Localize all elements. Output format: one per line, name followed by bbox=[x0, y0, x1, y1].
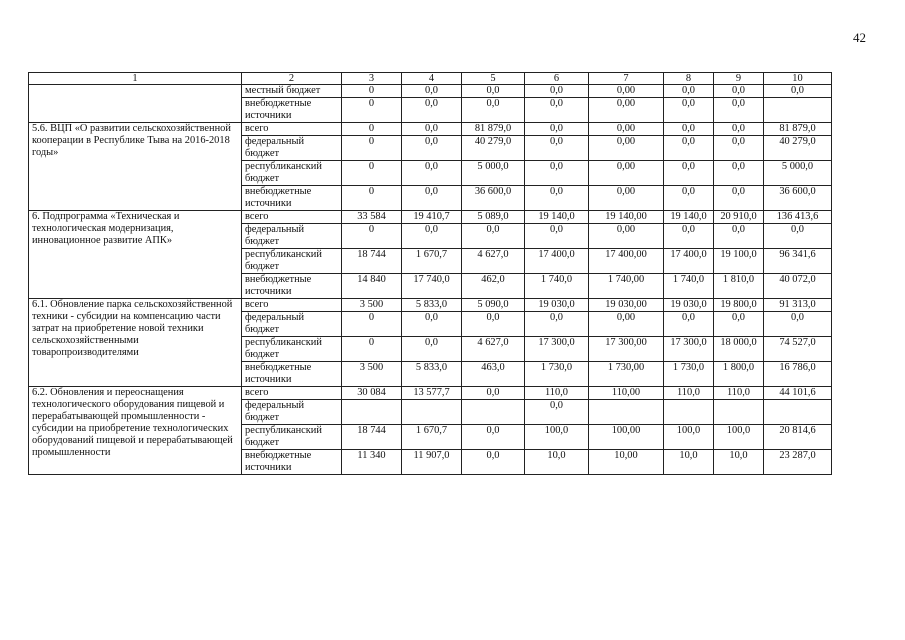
value-cell: 0,0 bbox=[402, 312, 462, 337]
value-cell: 0,0 bbox=[714, 85, 764, 98]
value-cell: 11 907,0 bbox=[402, 450, 462, 475]
value-cell: 19 030,0 bbox=[525, 299, 589, 312]
value-cell: 0,0 bbox=[714, 224, 764, 249]
value-cell: 0,0 bbox=[402, 337, 462, 362]
value-cell: 0,0 bbox=[525, 123, 589, 136]
value-cell bbox=[714, 400, 764, 425]
value-cell: 1 730,00 bbox=[589, 362, 664, 387]
value-cell: 1 670,7 bbox=[402, 249, 462, 274]
value-cell: 16 786,0 bbox=[764, 362, 832, 387]
value-cell: 110,0 bbox=[525, 387, 589, 400]
value-cell: 1 740,00 bbox=[589, 274, 664, 299]
value-cell: 0,0 bbox=[525, 186, 589, 211]
value-cell: 0,0 bbox=[714, 98, 764, 123]
value-cell: 0,00 bbox=[589, 312, 664, 337]
table-row bbox=[29, 211, 832, 224]
value-cell: 0,0 bbox=[714, 136, 764, 161]
value-cell: 10,0 bbox=[664, 450, 714, 475]
funding-source-cell: внебюджетные источники bbox=[242, 274, 342, 299]
value-cell: 14 840 bbox=[342, 274, 402, 299]
funding-source-cell: федеральный бюджет bbox=[242, 136, 342, 161]
column-header: 10 bbox=[764, 73, 832, 85]
program-name-cell: 5.6. ВЦП «О развитии сельскохозяйственной кооперации в Республике Тыва на 2016-2018 годы» bbox=[29, 123, 242, 211]
funding-source-cell: местный бюджет bbox=[242, 85, 342, 98]
value-cell bbox=[402, 400, 462, 425]
value-cell: 0,00 bbox=[589, 136, 664, 161]
value-cell: 0,00 bbox=[589, 186, 664, 211]
value-cell: 100,0 bbox=[525, 425, 589, 450]
funding-source-cell: внебюджетные источники bbox=[242, 362, 342, 387]
funding-source-cell: федеральный бюджет bbox=[242, 224, 342, 249]
value-cell: 20 910,0 bbox=[714, 211, 764, 224]
value-cell: 13 577,7 bbox=[402, 387, 462, 400]
program-name-cell: 6.1. Обновление парка сельскохозяйственной техники - субсидии на компенсацию части затрат на приобретение новой техники сельскохозяйственными товаропроизводителями bbox=[29, 299, 242, 387]
value-cell: 40 072,0 bbox=[764, 274, 832, 299]
value-cell: 17 400,0 bbox=[525, 249, 589, 274]
value-cell: 1 730,0 bbox=[525, 362, 589, 387]
value-cell: 36 600,0 bbox=[462, 186, 525, 211]
value-cell bbox=[664, 400, 714, 425]
header-row bbox=[29, 73, 832, 85]
value-cell: 1 730,0 bbox=[664, 362, 714, 387]
program-name-cell bbox=[29, 85, 242, 123]
program-name-cell: 6. Подпрограмма «Техническая и технологическая модернизация, инновационное развитие АПК» bbox=[29, 211, 242, 299]
value-cell: 18 744 bbox=[342, 425, 402, 450]
value-cell: 36 600,0 bbox=[764, 186, 832, 211]
value-cell: 40 279,0 bbox=[764, 136, 832, 161]
value-cell: 19 800,0 bbox=[714, 299, 764, 312]
value-cell: 18 744 bbox=[342, 249, 402, 274]
value-cell bbox=[764, 98, 832, 123]
value-cell: 1 800,0 bbox=[714, 362, 764, 387]
value-cell: 19 140,0 bbox=[525, 211, 589, 224]
value-cell: 0,0 bbox=[525, 98, 589, 123]
value-cell: 4 627,0 bbox=[462, 337, 525, 362]
value-cell: 3 500 bbox=[342, 362, 402, 387]
value-cell: 23 287,0 bbox=[764, 450, 832, 475]
value-cell: 91 313,0 bbox=[764, 299, 832, 312]
column-header: 6 bbox=[525, 73, 589, 85]
value-cell: 100,0 bbox=[664, 425, 714, 450]
table-row bbox=[29, 299, 832, 312]
value-cell: 0 bbox=[342, 136, 402, 161]
value-cell: 5 000,0 bbox=[462, 161, 525, 186]
value-cell bbox=[342, 400, 402, 425]
value-cell: 19 410,7 bbox=[402, 211, 462, 224]
column-header: 5 bbox=[462, 73, 525, 85]
value-cell: 10,0 bbox=[525, 450, 589, 475]
table-body bbox=[29, 85, 832, 475]
value-cell: 30 084 bbox=[342, 387, 402, 400]
table-row bbox=[29, 85, 832, 98]
value-cell: 110,0 bbox=[664, 387, 714, 400]
value-cell: 0,00 bbox=[589, 224, 664, 249]
value-cell: 81 879,0 bbox=[462, 123, 525, 136]
value-cell: 18 000,0 bbox=[714, 337, 764, 362]
value-cell: 0 bbox=[342, 98, 402, 123]
value-cell: 0,0 bbox=[664, 85, 714, 98]
value-cell: 0,0 bbox=[664, 161, 714, 186]
value-cell: 0,00 bbox=[589, 85, 664, 98]
value-cell: 0,0 bbox=[402, 186, 462, 211]
value-cell: 0,00 bbox=[589, 98, 664, 123]
column-header: 9 bbox=[714, 73, 764, 85]
value-cell: 0,0 bbox=[525, 400, 589, 425]
value-cell: 81 879,0 bbox=[764, 123, 832, 136]
value-cell: 17 740,0 bbox=[402, 274, 462, 299]
value-cell: 74 527,0 bbox=[764, 337, 832, 362]
column-header: 7 bbox=[589, 73, 664, 85]
funding-source-cell: всего bbox=[242, 123, 342, 136]
value-cell: 5 000,0 bbox=[764, 161, 832, 186]
value-cell: 17 300,0 bbox=[664, 337, 714, 362]
value-cell: 0,0 bbox=[764, 85, 832, 98]
funding-source-cell: всего bbox=[242, 387, 342, 400]
value-cell: 0 bbox=[342, 186, 402, 211]
value-cell: 0,0 bbox=[462, 85, 525, 98]
page-number: 42 bbox=[853, 30, 866, 45]
value-cell: 0,0 bbox=[525, 224, 589, 249]
value-cell: 0,00 bbox=[589, 123, 664, 136]
value-cell: 136 413,6 bbox=[764, 211, 832, 224]
value-cell: 0,0 bbox=[664, 186, 714, 211]
value-cell: 0,0 bbox=[664, 136, 714, 161]
value-cell: 0,0 bbox=[402, 224, 462, 249]
value-cell: 0,0 bbox=[402, 98, 462, 123]
value-cell: 0,0 bbox=[525, 312, 589, 337]
value-cell: 0,0 bbox=[714, 161, 764, 186]
value-cell: 19 140,0 bbox=[664, 211, 714, 224]
value-cell: 0,0 bbox=[462, 425, 525, 450]
value-cell: 1 670,7 bbox=[402, 425, 462, 450]
value-cell: 0,0 bbox=[664, 98, 714, 123]
value-cell: 463,0 bbox=[462, 362, 525, 387]
value-cell: 5 833,0 bbox=[402, 299, 462, 312]
value-cell: 19 030,00 bbox=[589, 299, 664, 312]
value-cell: 0,00 bbox=[589, 161, 664, 186]
value-cell: 0,0 bbox=[402, 85, 462, 98]
budget-table bbox=[28, 72, 832, 475]
value-cell: 0,0 bbox=[525, 85, 589, 98]
funding-source-cell: республиканский бюджет bbox=[242, 425, 342, 450]
value-cell: 19 030,0 bbox=[664, 299, 714, 312]
value-cell: 0,0 bbox=[525, 161, 589, 186]
funding-source-cell: федеральный бюджет bbox=[242, 312, 342, 337]
value-cell: 110,0 bbox=[714, 387, 764, 400]
value-cell: 40 279,0 bbox=[462, 136, 525, 161]
value-cell: 0,0 bbox=[714, 186, 764, 211]
value-cell: 20 814,6 bbox=[764, 425, 832, 450]
value-cell: 0 bbox=[342, 337, 402, 362]
value-cell: 11 340 bbox=[342, 450, 402, 475]
value-cell: 0,0 bbox=[402, 136, 462, 161]
column-header: 4 bbox=[402, 73, 462, 85]
funding-source-cell: республиканский бюджет bbox=[242, 249, 342, 274]
value-cell: 0,0 bbox=[764, 224, 832, 249]
value-cell bbox=[764, 400, 832, 425]
value-cell: 0,0 bbox=[664, 312, 714, 337]
value-cell: 0 bbox=[342, 85, 402, 98]
value-cell: 44 101,6 bbox=[764, 387, 832, 400]
value-cell: 0,0 bbox=[462, 387, 525, 400]
value-cell: 0,0 bbox=[525, 136, 589, 161]
column-header: 3 bbox=[342, 73, 402, 85]
value-cell: 0,0 bbox=[462, 224, 525, 249]
value-cell: 5 090,0 bbox=[462, 299, 525, 312]
value-cell: 0,0 bbox=[402, 161, 462, 186]
value-cell: 33 584 bbox=[342, 211, 402, 224]
column-header: 2 bbox=[242, 73, 342, 85]
value-cell: 17 300,00 bbox=[589, 337, 664, 362]
value-cell: 0,0 bbox=[664, 224, 714, 249]
funding-source-cell: республиканский бюджет bbox=[242, 161, 342, 186]
value-cell: 5 833,0 bbox=[402, 362, 462, 387]
funding-source-cell: внебюджетные источники bbox=[242, 450, 342, 475]
value-cell: 462,0 bbox=[462, 274, 525, 299]
funding-source-cell: внебюджетные источники bbox=[242, 186, 342, 211]
value-cell: 110,00 bbox=[589, 387, 664, 400]
value-cell: 0,0 bbox=[462, 312, 525, 337]
value-cell bbox=[462, 400, 525, 425]
value-cell: 10,00 bbox=[589, 450, 664, 475]
value-cell: 0 bbox=[342, 312, 402, 337]
value-cell: 5 089,0 bbox=[462, 211, 525, 224]
value-cell: 0,0 bbox=[714, 312, 764, 337]
column-header: 8 bbox=[664, 73, 714, 85]
value-cell: 100,0 bbox=[714, 425, 764, 450]
value-cell bbox=[589, 400, 664, 425]
value-cell: 3 500 bbox=[342, 299, 402, 312]
value-cell: 19 100,0 bbox=[714, 249, 764, 274]
column-header: 1 bbox=[29, 73, 242, 85]
funding-source-cell: республиканский бюджет bbox=[242, 337, 342, 362]
value-cell: 17 400,00 bbox=[589, 249, 664, 274]
program-name-cell: 6.2. Обновления и переоснащения технологического оборудования пищевой и перерабатывающей промышленности - субсидии на приобретение технологических оборудований пищевой и перерабатывающей промышленности bbox=[29, 387, 242, 475]
value-cell: 1 810,0 bbox=[714, 274, 764, 299]
value-cell: 0,0 bbox=[462, 98, 525, 123]
value-cell: 17 300,0 bbox=[525, 337, 589, 362]
value-cell: 96 341,6 bbox=[764, 249, 832, 274]
value-cell: 0,0 bbox=[764, 312, 832, 337]
value-cell: 17 400,0 bbox=[664, 249, 714, 274]
value-cell: 0 bbox=[342, 123, 402, 136]
value-cell: 0 bbox=[342, 224, 402, 249]
value-cell: 100,00 bbox=[589, 425, 664, 450]
funding-source-cell: внебюджетные источники bbox=[242, 98, 342, 123]
value-cell: 0,0 bbox=[462, 450, 525, 475]
value-cell: 0,0 bbox=[714, 123, 764, 136]
value-cell: 0,0 bbox=[402, 123, 462, 136]
value-cell: 4 627,0 bbox=[462, 249, 525, 274]
funding-source-cell: федеральный бюджет bbox=[242, 400, 342, 425]
value-cell: 1 740,0 bbox=[664, 274, 714, 299]
funding-source-cell: всего bbox=[242, 299, 342, 312]
value-cell: 0 bbox=[342, 161, 402, 186]
value-cell: 0,0 bbox=[664, 123, 714, 136]
value-cell: 10,0 bbox=[714, 450, 764, 475]
value-cell: 19 140,00 bbox=[589, 211, 664, 224]
table-row bbox=[29, 123, 832, 136]
value-cell: 1 740,0 bbox=[525, 274, 589, 299]
table-row bbox=[29, 387, 832, 400]
funding-source-cell: всего bbox=[242, 211, 342, 224]
